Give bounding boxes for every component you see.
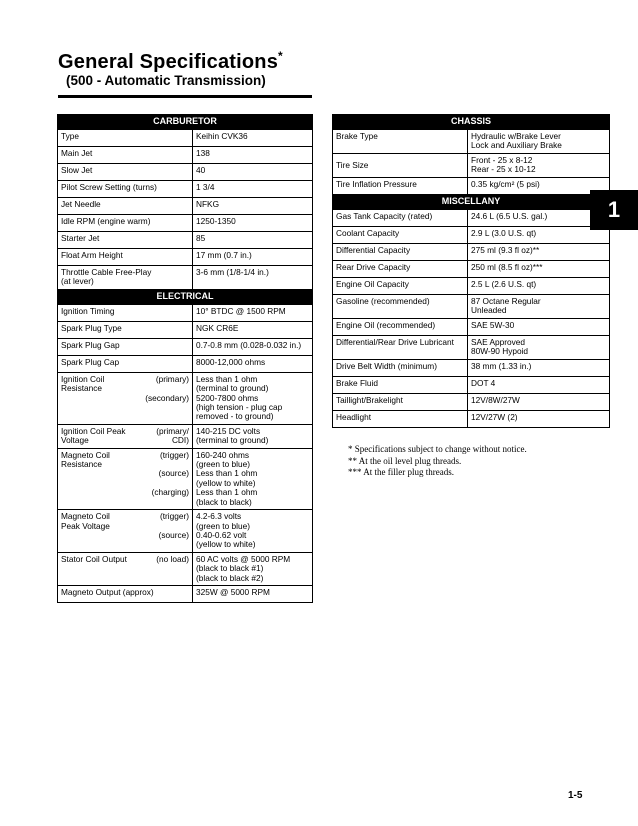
page-title: General Specifications* xyxy=(58,49,283,73)
table-row: Ignition Coil (primary) Resistance (secondary) Less than 1 ohm (terminal to ground) 5200-7800 ohms (high tension - plug cap removed - to ground) xyxy=(58,372,313,424)
table-row: Throttle Cable Free-Play (at lever) 3-6 mm (1/8-1/4 in.) xyxy=(58,266,313,290)
table-row: Taillight/Brakelight 12V/8W/27W xyxy=(333,393,610,410)
table-row: Slow Jet 40 xyxy=(58,164,313,181)
title-asterisk: * xyxy=(278,49,283,63)
title-rule xyxy=(58,95,312,98)
footnote: *** At the filler plug threads. xyxy=(348,467,454,477)
chassis-miscellany-table xyxy=(332,114,610,428)
table-row: Main Jet 138 xyxy=(58,147,313,164)
table-row: Magneto Output (approx) 325W @ 5000 RPM xyxy=(58,585,313,602)
table-row: Idle RPM (engine warm) 1250-1350 xyxy=(58,215,313,232)
footnotes xyxy=(348,444,527,479)
table-row: Spark Plug Gap 0.7-0.8 mm (0.028-0.032 in.) xyxy=(58,338,313,355)
table-row: Magneto Coil (trigger) Resistance (source) (charging) 160-240 ohms (green to blue) Less than 1 ohm (yellow to white) Less than 1 ohm (black to black) xyxy=(58,448,313,509)
table-row: Drive Belt Width (minimum) 38 mm (1.33 in.) xyxy=(333,359,610,376)
table-row: Brake Fluid DOT 4 xyxy=(333,376,610,393)
table-row: Gasoline (recommended) 87 Octane Regular Unleaded xyxy=(333,294,610,318)
table-row: Pilot Screw Setting (turns) 1 3/4 xyxy=(58,181,313,198)
table-row: Tire Size Front - 25 x 8-12 Rear - 25 x 10-12 xyxy=(333,153,610,177)
table-row: Coolant Capacity 2.9 L (3.0 U.S. qt) xyxy=(333,226,610,243)
table-row: Stator Coil Output (no load) 60 AC volts @ 5000 RPM (black to black #1) (black to black #2) xyxy=(58,552,313,585)
table-row: Jet Needle NFKG xyxy=(58,198,313,215)
table-row: Float Arm Height 17 mm (0.7 in.) xyxy=(58,249,313,266)
page-subtitle: (500 - Automatic Transmission) xyxy=(66,73,266,88)
table-row: Brake Type Hydraulic w/Brake Lever Lock and Auxiliary Brake xyxy=(333,130,610,154)
table-row: Type Keihin CVK36 xyxy=(58,130,313,147)
table-row: Magneto Coil (trigger) Peak Voltage (source) 4.2-6.3 volts (green to blue) 0.40-0.62 volt (yellow to white) xyxy=(58,510,313,553)
table-row: Differential Capacity 275 ml (9.3 fl oz)** xyxy=(333,243,610,260)
table-row: Tire Inflation Pressure 0.35 kg/cm² (5 psi) xyxy=(333,177,610,194)
table-row: Gas Tank Capacity (rated) 24.6 L (6.5 U.S. gal.) xyxy=(333,209,610,226)
table-row: Engine Oil Capacity 2.5 L (2.6 U.S. qt) xyxy=(333,277,610,294)
carburetor-heading: CARBURETOR xyxy=(58,115,313,130)
footnote: ** At the oil level plug threads. xyxy=(348,455,462,466)
chassis-heading: CHASSIS xyxy=(333,115,610,130)
table-row: Spark Plug Cap 8000-12,000 ohms xyxy=(58,355,313,372)
page-number: 1-5 xyxy=(568,790,583,801)
footnote: * Specifications subject to change without notice. xyxy=(348,444,527,454)
table-row: Ignition Timing 10° BTDC @ 1500 RPM xyxy=(58,304,313,321)
table-row: Rear Drive Capacity 250 ml (8.5 fl oz)*** xyxy=(333,260,610,277)
carburetor-electrical-table xyxy=(57,114,313,603)
miscellany-heading: MISCELLANY xyxy=(333,194,610,209)
chapter-tab: 1 xyxy=(590,190,638,230)
table-row: Ignition Coil Peak (primary/ Voltage CDI) 140-215 DC volts (terminal to ground) xyxy=(58,424,313,448)
electrical-heading: ELECTRICAL xyxy=(58,289,313,304)
table-row: Starter Jet 85 xyxy=(58,232,313,249)
table-row: Engine Oil (recommended) SAE 5W-30 xyxy=(333,318,610,335)
table-row: Differential/Rear Drive Lubricant SAE Approved 80W-90 Hypoid xyxy=(333,335,610,359)
table-row: Headlight 12V/27W (2) xyxy=(333,410,610,427)
table-row: Spark Plug Type NGK CR6E xyxy=(58,321,313,338)
